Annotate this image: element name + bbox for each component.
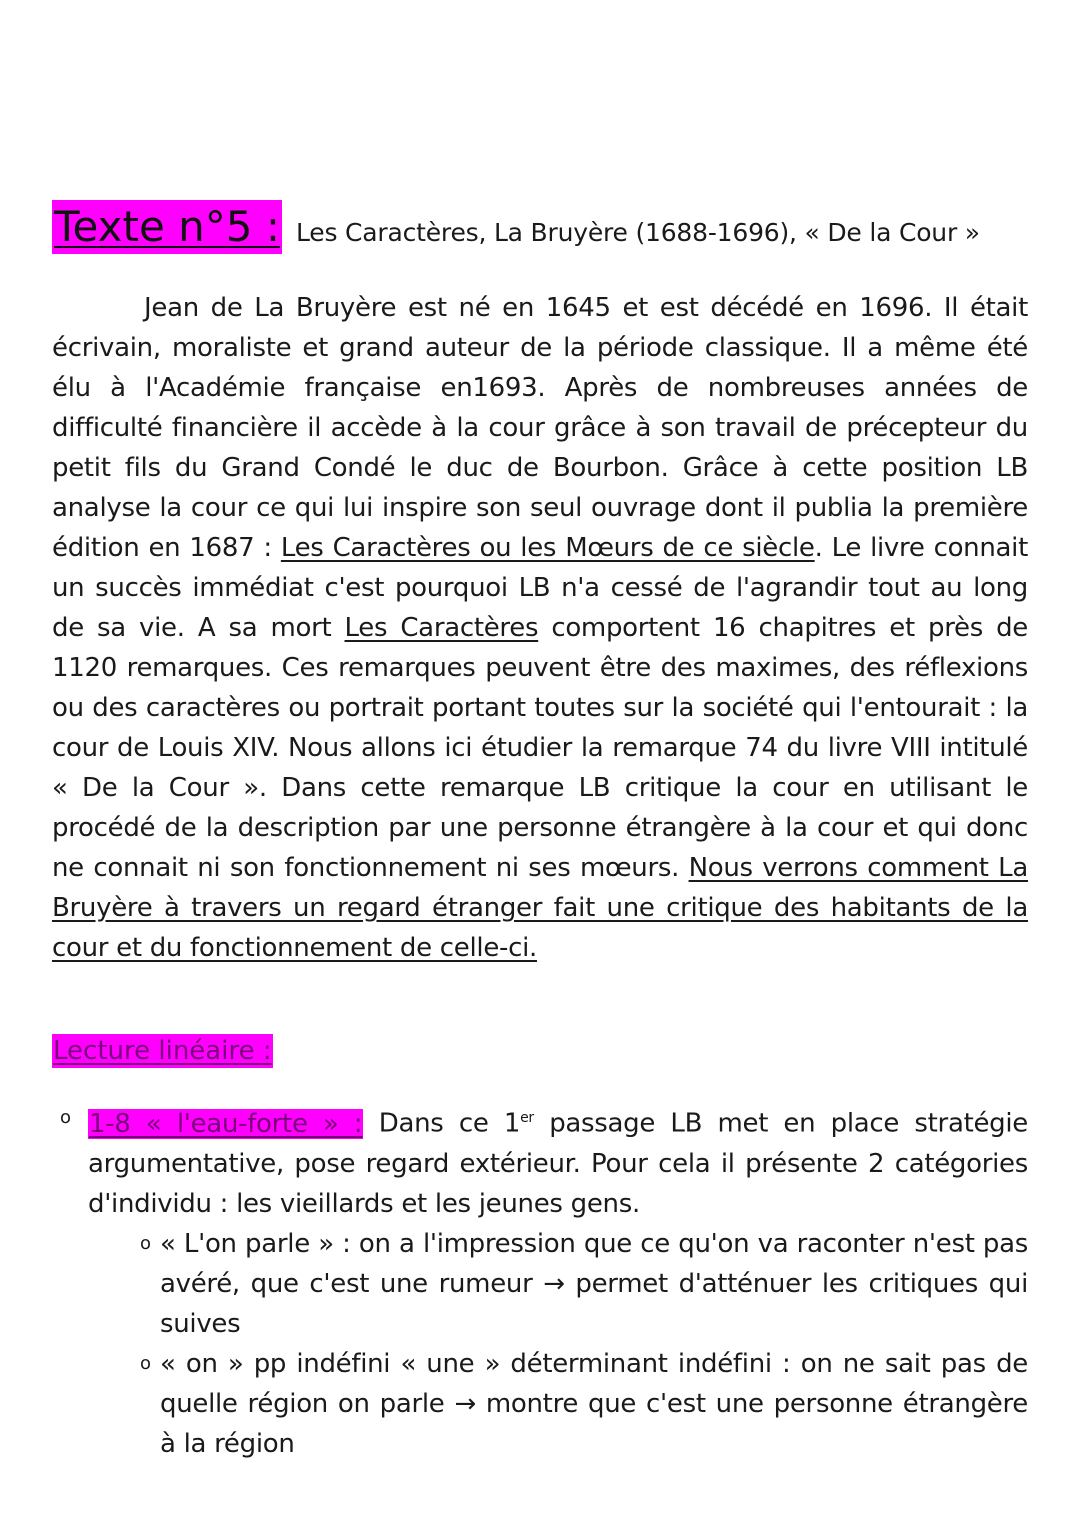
- analysis-list: [60, 1098, 1028, 1464]
- item-text-before: Dans ce 1: [363, 1108, 521, 1139]
- sub-item-text: « L'on parle » : on a l'impression que ce qu'on va raconter n'est pas avéré, que c'est une rumeur → permet d'atténuer les critiques qui suives: [160, 1228, 1028, 1339]
- passage-tag: 1-8 « l'eau-forte » :: [89, 1108, 363, 1139]
- text-number-heading: Texte n°5 :: [52, 200, 282, 254]
- book-title-short: Les Caractères: [344, 613, 539, 643]
- bullet-icon: o: [60, 1107, 71, 1128]
- intro-text-1: Jean de La Bruyère est né en 1645 et est décédé en 1696. Il était écrivain, moraliste et grand auteur de la période classique. Il a même été élu à l'Académie française en1693. Après de nombreuses années de difficulté financière il accède à la cour grâce à son travail de précepteur du petit fils du Grand Condé le duc de Bourbon. Grâce à cette position LB analyse la cour ce qui lui inspire son seul ouvrage dont il publia la première édition en 1687 :: [52, 293, 1028, 563]
- intro-text-3: comportent 16 chapitres et près de 1120 remarques. Ces remarques peuvent être des maximes, des réflexions ou des caractères ou portrait portant toutes sur la société qui l'entourait : la cour de Louis XIV. Nous allons ici étudier la remarque 74 du livre VIII intitulé « De la Cour ». Dans cette remarque LB critique la cour en utilisant le procédé de la description par une personne étrangère à la cour et qui donc ne connait ni son fonctionnement ni ses mœurs.: [52, 613, 1028, 883]
- book-title: Les Caractères ou les Mœurs de ce siècle: [280, 533, 815, 563]
- ordinal-superscript: er: [520, 1110, 534, 1126]
- bullet-icon: o: [140, 1232, 151, 1254]
- bullet-icon: o: [140, 1352, 151, 1374]
- title-row: [52, 200, 1032, 254]
- introduction-paragraph: [52, 288, 1028, 968]
- sub-item-text: « on » pp indéfini « une » déterminant indéfini : on ne sait pas de quelle région on parle → montre que c'est une personne étrangère à la région: [160, 1348, 1028, 1459]
- item-text-after: passage LB met en place stratégie argumentative, pose regard extérieur. Pour cela il présente 2 catégories d'individu : les vieillards et les jeunes gens.: [88, 1108, 1028, 1219]
- sub-list-item: [60, 1224, 1028, 1344]
- work-reference: Les Caractères, La Bruyère (1688-1696), « De la Cour »: [295, 218, 980, 247]
- section-heading: Lecture linéaire :: [53, 1036, 272, 1066]
- intro-text-2: . Le livre connait un succès immédiat c'est pourquoi LB n'a cessé de l'agrandir tout au long de sa vie. A sa mort: [52, 533, 1028, 643]
- problematic: Nous verrons comment La Bruyère à travers un regard étranger fait une critique des habitants de la cour et du fonctionnement de celle-ci.: [52, 853, 1028, 963]
- list-item: [60, 1098, 1028, 1224]
- sub-list-item: [60, 1344, 1028, 1464]
